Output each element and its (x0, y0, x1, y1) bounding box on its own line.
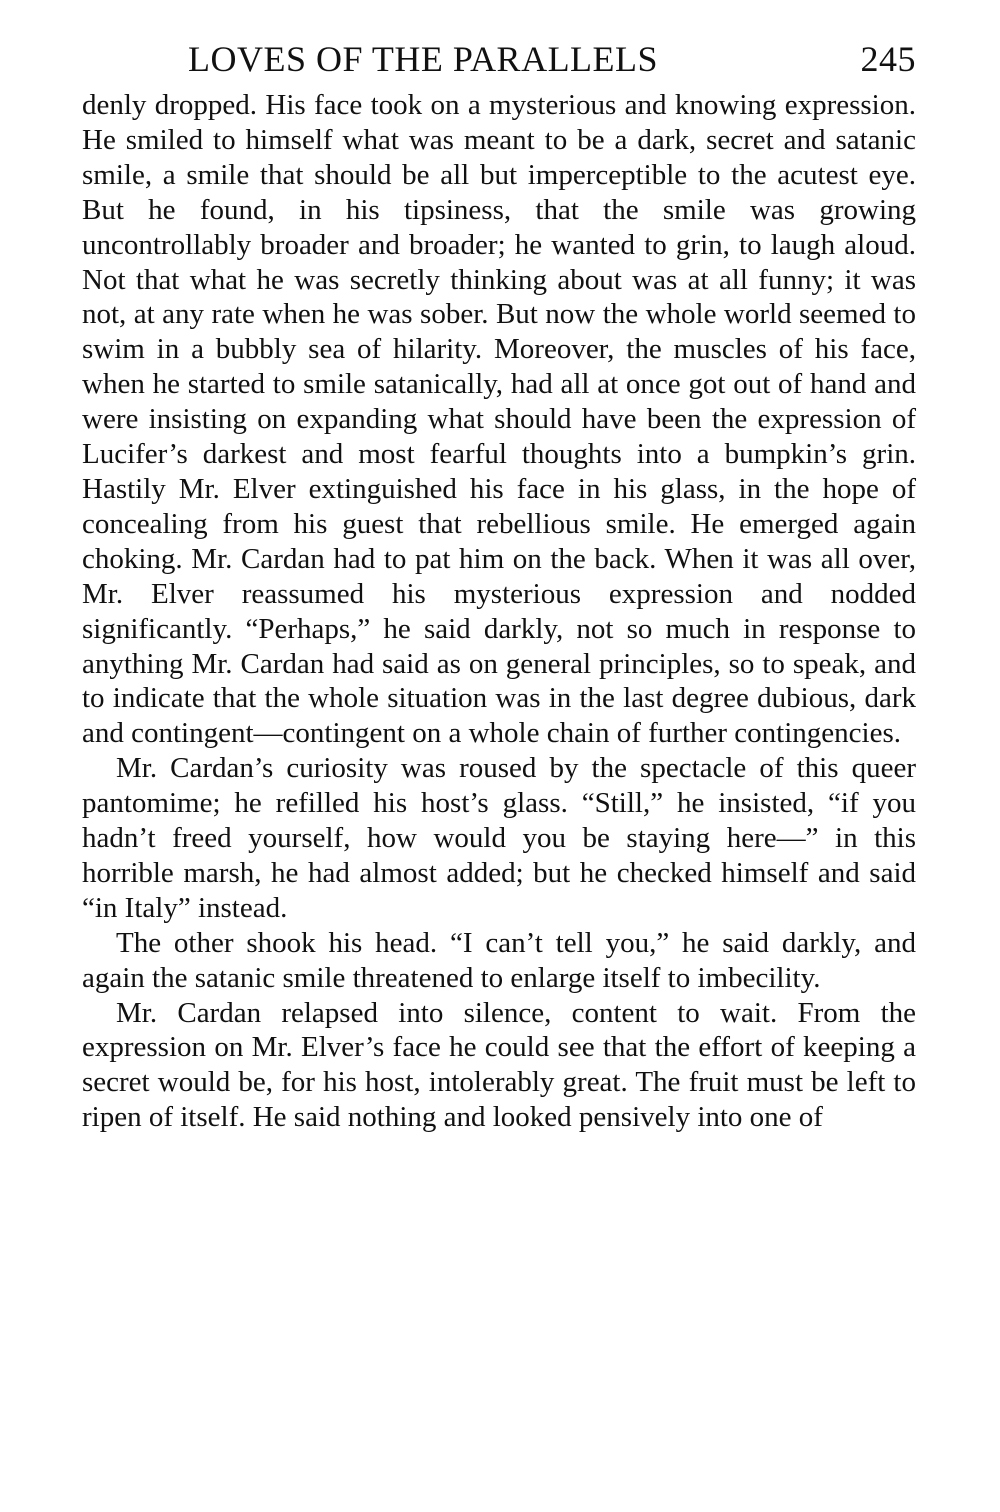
paragraph-cardan-curiosity: Mr. Cardan’s curiosity was roused by the spectacle of this queer pantomime; he refilled his host’s glass. “Still,” he insisted, “if you hadn’t freed yourself, how would you be staying here—” in this horrible marsh, he had almost added; but he checked himself and said “in Italy” instead. (82, 752, 916, 924)
paragraph-continued: denly dropped. His face took on a mysterious and knowing expression. He smiled to himself what was meant to be a dark, secret and satanic smile, a smile that should be all but imperceptible to the acutest eye. But he found, in his tipsiness, that the smile was growing uncontrollably broader and broader; he wanted to grin, to laugh aloud. Not that what he was secretly thinking about was at all funny; it was not, at any rate when he was sober. But now the whole world seemed to swim in a bubbly sea of hilarity. Moreover, the muscles of his face, when he started to smile satanically, had all at once got out of hand and were insisting on expanding what should have been the expression of Lucifer’s darkest and most fearful thoughts into a bumpkin’s grin. Hastily Mr. Elver extinguished his face in his glass, in the hope of concealing from his guest that rebellious smile. He emerged again choking. Mr. Cardan had to pat him on the back. When it was all over, Mr. Elver reassumed his mysterious expression and nodded significantly. “Perhaps,” he said darkly, not so much in response to anything Mr. Cardan had said as on general principles, so to speak, and to indicate that the whole situation was in the last degree dubious, dark and contingent—contingent on a whole chain of further contingencies. (82, 89, 916, 750)
running-head (82, 30, 916, 88)
page-number: 245 (860, 39, 916, 79)
running-title: LOVES OF THE PARALLELS (188, 39, 659, 79)
body-text (82, 88, 916, 1135)
paragraph-cardan-silence: Mr. Cardan relapsed into silence, content to wait. From the expression on Mr. Elver’s face he could see that the effort of keeping a secret would be, for his host, intolerably great. The fruit must be left to ripen of itself. He said nothing and looked pensively into one of (82, 996, 916, 1134)
paragraph-other-shook-head: The other shook his head. “I can’t tell you,” he said darkly, and again the satanic smile threatened to enlarge itself to imbecility. (82, 926, 916, 994)
